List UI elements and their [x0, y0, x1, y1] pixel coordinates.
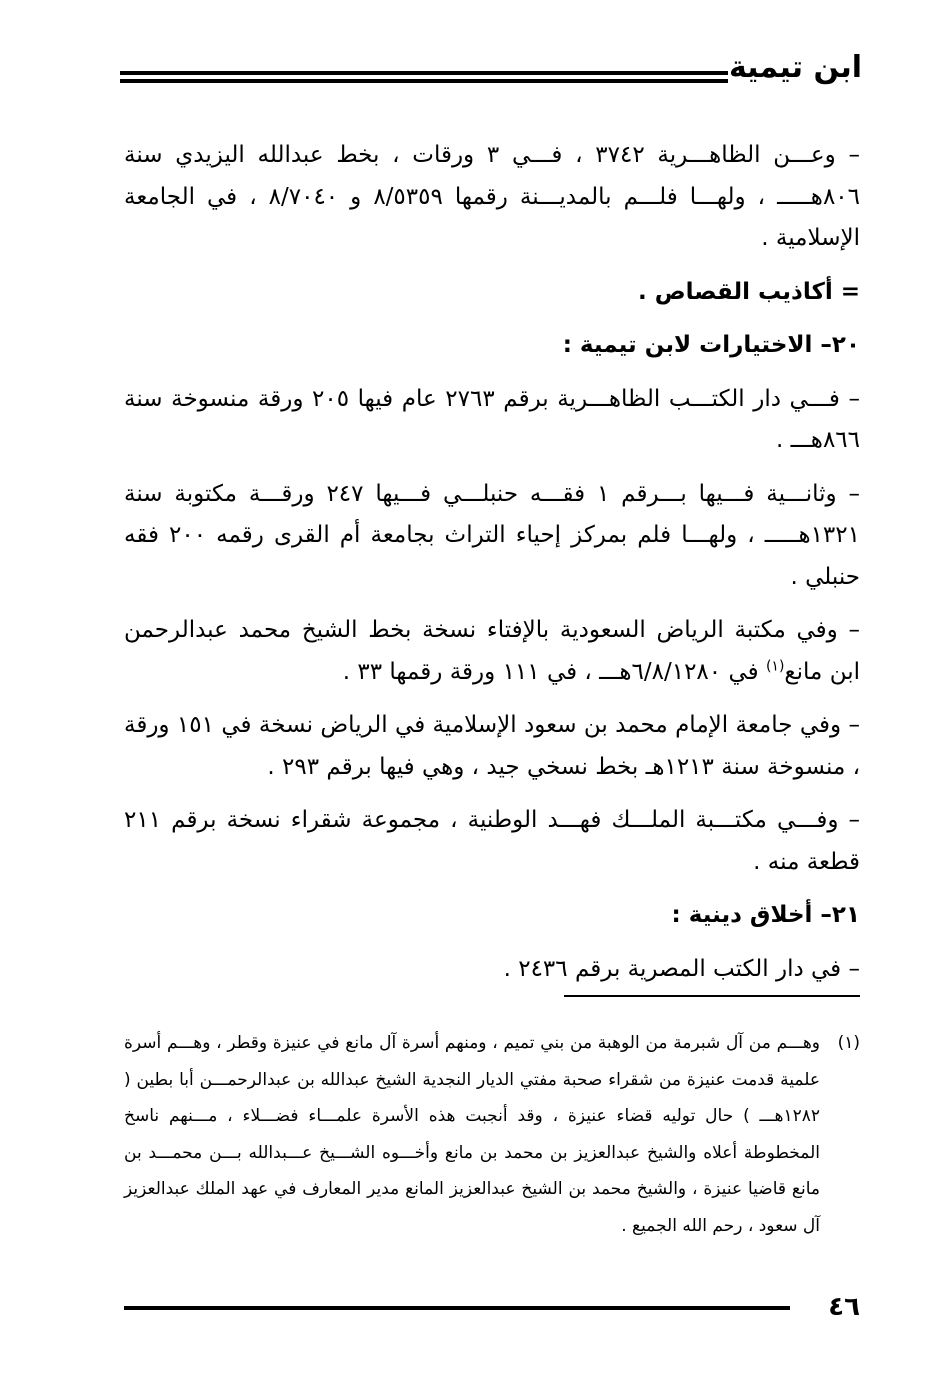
footnote-separator	[564, 995, 860, 997]
paragraph-4: – فـــي دار الكتـــب الظاهـــرية برقم ٢٧٦٣ عام فيها ٢٠٥ ورقة منسوخة سنة ٨٦٦هـــ .	[124, 385, 860, 453]
footer-rule	[124, 1306, 790, 1310]
entry-subheading: = أكاذيب القصاص .	[637, 278, 860, 305]
footnote-reference: (١)	[765, 657, 785, 674]
paragraph-10: – في دار الكتب المصرية برقم ٢٤٣٦ .	[503, 955, 860, 982]
entry-heading-20: ٢٠– الاختيارات لابن تيمية :	[562, 332, 860, 358]
paragraph-8: – وفـــي مكتـــبة الملـــك فهـــد الوطنية ، مجموعة شقراء نسخة برقم ٢١١ قطعة منه .	[124, 807, 860, 875]
paragraph-1: – وعـــن الظاهـــرية ٣٧٤٢ ، فـــي ٣ ورقات ، بخط عبدالله اليزيدي سنة ٨٠٦هـــــ ، ولهـــا فلـــم بالمديـــنة رقمها ٨/٥٣٥٩ و ٨/٧٠٤٠ ، في الجامعة الإسلامية .	[124, 142, 860, 251]
footnote	[124, 1025, 860, 1244]
paragraph-6	[124, 610, 860, 693]
page-number: ٤٦	[828, 1292, 860, 1322]
header-rule-top	[120, 71, 728, 75]
paragraph-7: – وفي جامعة الإمام محمد بن سعود الإسلامية في الرياض نسخة في ١٥١ ورقة ، منسوخة سنة ١٢١٣هـ بخط نسخي جيد ، وهي فيها برقم ٢٩٣ .	[124, 712, 860, 780]
paragraph-5: – وثانـــية فـــيها بـــرقم ١ فقـــه حنبلـــي فـــيها ٢٤٧ ورقـــة مكتوبة سنة ١٣٢١هـــــ ، ولهـــا فلم بمركز إحياء التراث بجامعة أم القرى رقمه ٢٠٠ فقه حنبلي .	[124, 480, 860, 590]
header-rule-bottom	[120, 79, 728, 83]
paragraph-6-text-b: في ٦/٨/١٢٨٠هـــ ، في ١١١ ورقة رقمها ٣٣ .	[342, 658, 766, 685]
header-double-rule	[120, 71, 728, 84]
main-text	[124, 135, 860, 1002]
footnote-text: وهـــم من آل شبرمة من الوهبة من بني تميم ، ومنهم أسرة آل مانع في عنيزة وقطر ، وهـــم أسرة علمية قدمت عنيزة من شقراء صحبة مفتي الديار النجدية الشيخ عبدالله بن عبدالرحمـــن أبا بطين ( ١٢٨٢هـــ ) حال توليه قضاء عنيزة ، وقد أنجبت هذه الأسرة علمـــاء فضـــلاء ، مـــنهم ناسخ المخطوطة أعلاه والشيخ عبدالعزيز بن محمد بن مانع وأخـــوه الشـــيخ عـــبدالله بـــن محمـــد بن مانع قاضيا عنيزة ، والشيخ محمد بن الشيخ عبدالعزيز المانع مدير المعارف في عهد الملك عبدالعزيز آل سعود ، رحم الله الجميع .	[124, 1033, 820, 1236]
running-header-title: ابن تيمية	[728, 50, 862, 85]
footnote-marker: (١)	[837, 1033, 860, 1053]
paragraph-6-text-a: – وفي مكتبة الرياض السعودية بالإفتاء نسخة بخط الشيخ محمد عبدالرحمن ابن مانع	[124, 617, 860, 685]
entry-heading-21: ٢١– أخلاق دينية :	[671, 902, 860, 928]
